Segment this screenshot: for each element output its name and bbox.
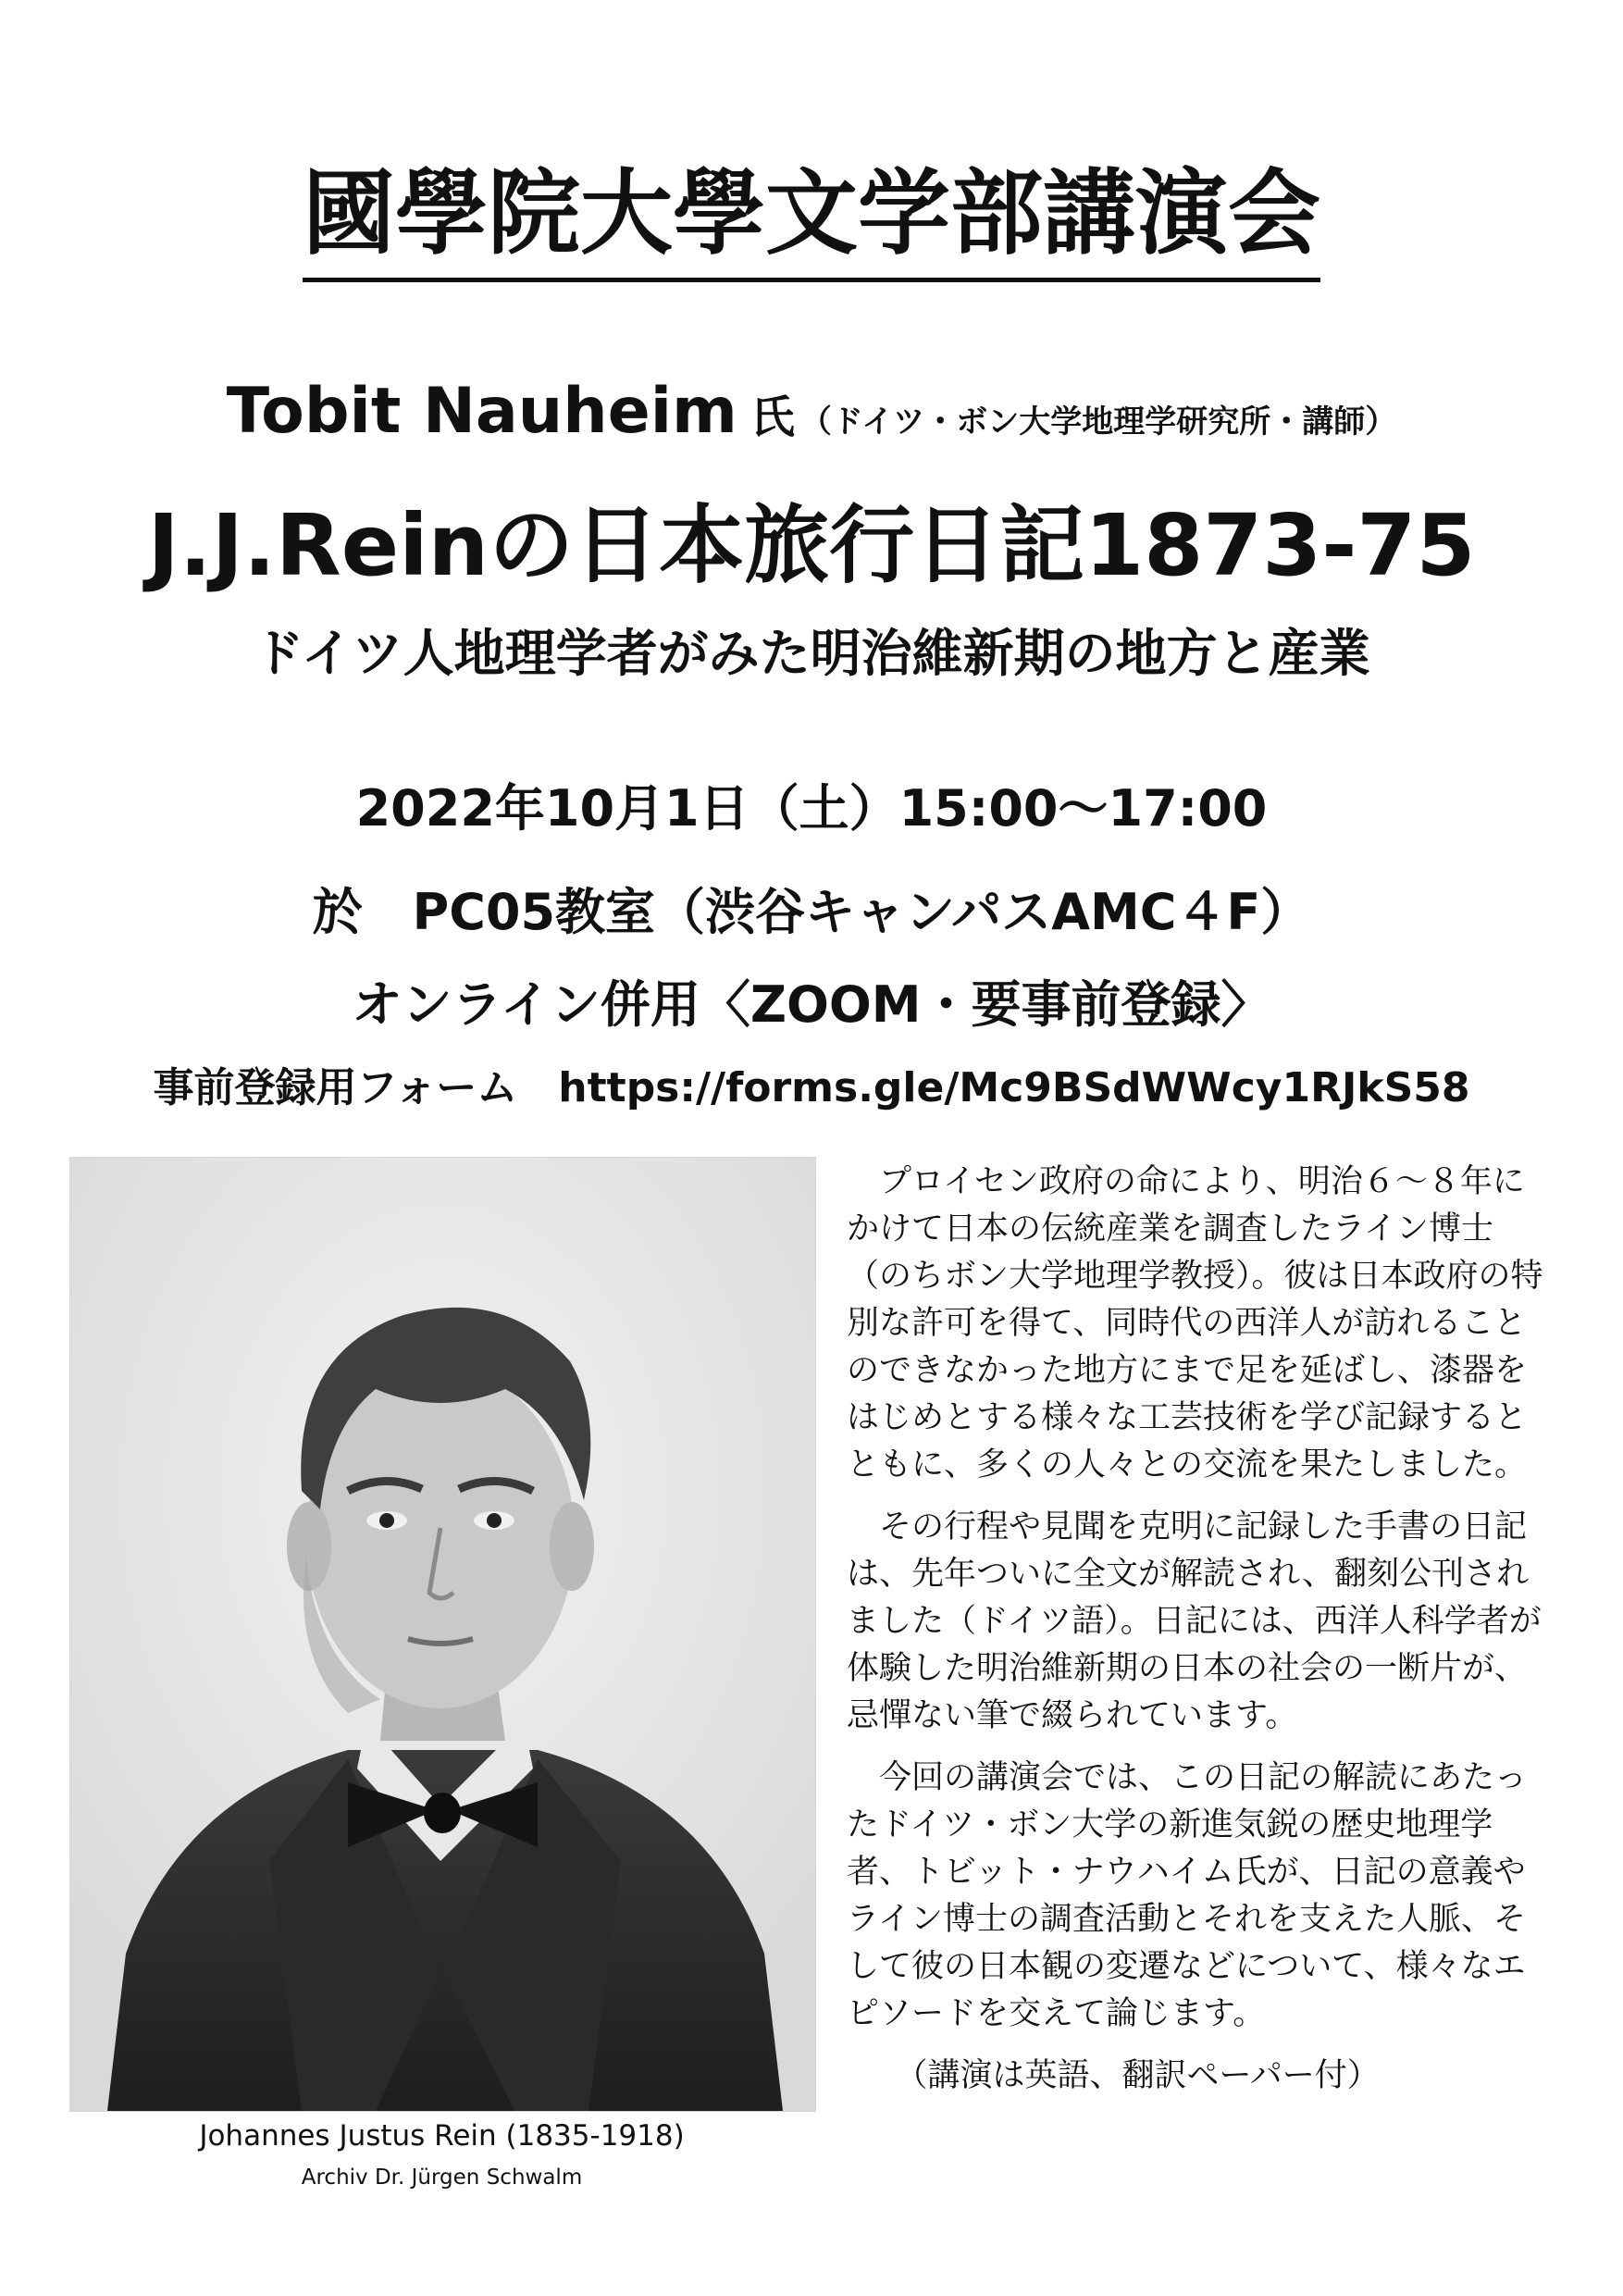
description-paragraph: プロイセン政府の命により、明治６～８年にかけて日本の伝統産業を調査したライン博士（のちボン大学地理学教授）。彼は日本政府の特別な許可を得て、同時代の西洋人が訪れることのできなかった地方にまで足を延ばし、漆器をはじめとする様々な工芸技術を学び記録するとともに、多くの人々との交流を果たしました。 [847,1163,1543,1483]
language-note: （講演は英語、翻訳ペーパー付） [895,2057,1380,2094]
speaker-line [0,375,1623,448]
speaker-honorific: 氏 [750,391,795,443]
portrait-photo [69,1157,816,2112]
event-datetime: 2022年10月1日（土）15:00～17:00 [355,779,1268,838]
lecture-title: J.J.Reinの日本旅行日記1873-75 [147,496,1476,595]
speaker-affiliation: （ドイツ・ボン大学地理学研究所・講師） [799,403,1397,441]
event-title [0,157,1623,282]
description-paragraph: 今回の講演会では、この日記の解読にあたったドイツ・ボン大学の新進気鋭の歴史地理学者、トビット・ナウハイム氏が、日記の意義やライン博士の調査活動とそれを支えた人脈、そして彼の日本観の変遷などについて、様々なエピソードを交えて論じます。 [847,1759,1528,2032]
description [847,1159,1555,2115]
event-venue: 於 PC05教室（渋谷キャンパスAMC４F） [312,883,1311,941]
lecture-subtitle: ドイツ人地理学者がみた明治維新期の地方と産業 [253,624,1370,683]
registration-form-line [0,1055,1623,1122]
portrait-illustration [70,1158,815,2111]
registration-form-url[interactable]: https://forms.gle/Mc9BSdWWcy1RJkS58 [558,1064,1470,1111]
speaker-name: Tobit Nauheim [226,375,737,448]
event-title-text: 國學院大學文学部講演会 [303,157,1320,282]
photo-caption: Johannes Justus Rein (1835-1918) [199,2119,685,2153]
description-paragraph: その行程や見聞を克明に記録した手書の日記は、先年ついに全文が解読され、翻刻公刊されました（ドイツ語）。日記には、西洋人科学者が体験した明治維新期の日本の社会の一断片が、忌憚ない筆で綴られています。 [847,1508,1542,1734]
event-online: オンライン併用〈ZOOM・要事前登録〉 [352,975,1271,1034]
photo-credit: Archiv Dr. Jürgen Schwalm [301,2166,583,2190]
registration-form-label: 事前登録用フォーム [153,1064,518,1111]
